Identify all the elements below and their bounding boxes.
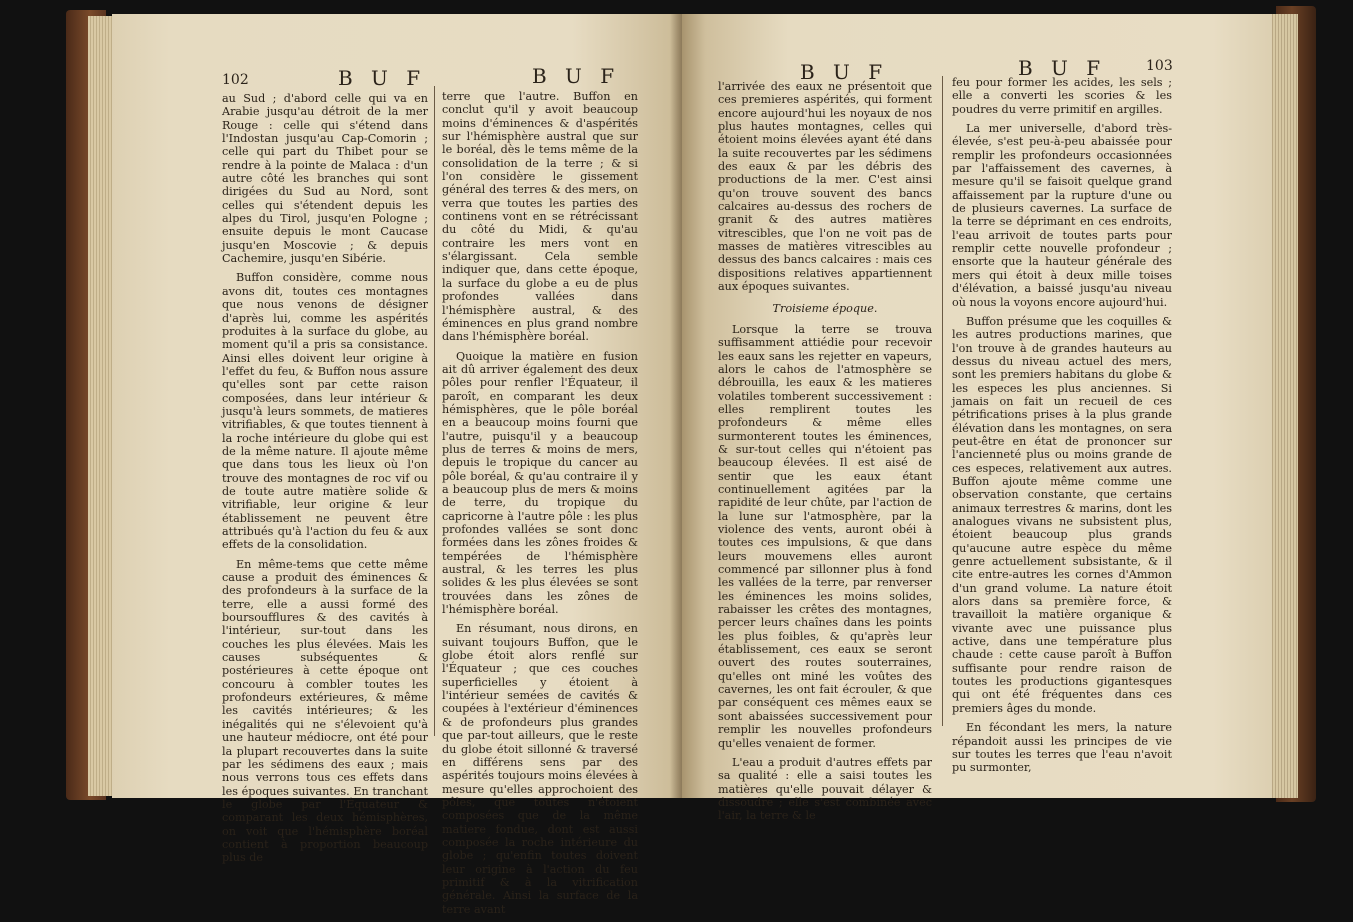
column-rule (434, 86, 435, 736)
paragraph: En même-tems que cette même cause a produit des éminences & des profondeurs à la surface de la terre, elle a aussi formé des boursoufflures & des cavités à l'intérieur, sur-tout dans les couches les plus élevées. Mais les causes subséquentes & postérieures à cette époque ont concouru à combler toutes les profondeurs extérieures, & même les cavités intérieures; & les inégalités qui ne s'élevoient qu'à une hauteur médiocre, ont été pour la plupart recouvertes dans la suite par les sédimens des eaux ; mais nous verrons tous ces effets dans les époques suivantes. En tranchant le globe par l'Équateur & comparant les deux hémisphères, on voit que l'hémisphère boréal contient à proportion beaucoup plus de (222, 557, 428, 865)
paragraph: au Sud ; d'abord celle qui va en Arabie jusqu'au détroit de la mer Rouge : celle qui s'étend dans l'Indostan jusqu'au Cap-Comorin ; celle qui part du Thibet pour se rendre à la pointe de Malaca : d'un autre côté les branches qui sont dirigées du Sud au Nord, sont celles qui s'étendent depuis les alpes du Tirol, jusqu'en Pologne ; ensuite depuis le mont Caucase jusqu'en Moscovie ; & depuis Cachemire, jusqu'en Sibérie. (222, 92, 428, 266)
section-heading: Troisieme époque. (772, 301, 878, 315)
paragraph: En fécondant les mers, la nature répandoit aussi les principes de vie sur toutes les terres que l'eau n'avoit pu surmonter, (952, 721, 1172, 775)
paragraph: Quoique la matière en fusion ait dû arriver également des deux pôles pour renfler l'Équateur, il paroît, en comparant les deux hémisphères, que le pôle boréal en a beaucoup moins fourni que l'autre, puisqu'il y a beaucoup plus de terres & moins de mers, depuis le tropique du cancer au pôle boréal, & qu'au contraire il y a beaucoup plus de mers & moins de terre, du tropique du capricorne à l'autre pôle : les plus profondes vallées se sont donc formées dans les zônes froides & tempérées de l'hémisphère austral, & les terres les plus solides & les plus élevées se sont trouvées dans les zônes de l'hémisphère boréal. (442, 349, 638, 617)
paragraph: feu pour former les acides, les sels ; elle a converti les scories & les poudres du verre primitif en argilles. (952, 76, 1172, 116)
paragraph: Buffon considère, comme nous avons dit, toutes ces montagnes que nous venons de désigner d'après lui, comme les aspérités produites à la surface du globe, au moment qu'il a pris sa consistance. Ainsi elles doivent leur origine à l'effet du feu, & Buffon nous assure qu'elles sont par cette raison composées, dans leur intérieur & jusqu'à leurs sommets, de matieres vitrifiables, & que toutes tiennent à la roche intérieure du globe qui est de la même nature. Il ajoute même que dans tous les lieux où l'on trouve des montagnes de roc vif ou de toute autre matière solide & vitrifiable, leur origine & leur établissement ne peuvent être attribués qu'à l'action du feu & aux effets de la consolidation. (222, 271, 428, 552)
right-page (682, 14, 1272, 823)
right-page-column-2 (952, 76, 1172, 781)
left-page-number: 102 (222, 72, 249, 88)
paragraph: En résumant, nous dirons, en suivant toujours Buffon, que le globe étoit alors renflé sur l'Équateur ; que ces couches superficielles y étoient à l'intérieur semées de cavités & coupées à l'extérieur d'éminences & de profondeurs plus grandes que par-tout ailleurs, que le reste du globe étoit sillonné & traversé en différens sens par des aspérités toujours moins élevées à mesure qu'elles approchoient des pôles, que toutes n'étoient composées que de la même matiere fondue, dont est aussi composée la roche intérieure du globe ; qu'enfin toutes doivent leur origine à l'action du feu primitif & à la vitrification générale. Ainsi la surface de la terre avant (442, 622, 638, 916)
left-running-head-1: B U F (338, 66, 427, 90)
right-running-head-1: B U F (800, 60, 889, 84)
right-page-number: 103 (1146, 58, 1173, 74)
right-running-head-2: B U F (1018, 56, 1107, 80)
left-page (112, 14, 687, 916)
open-book (66, 6, 1316, 916)
left-page-column-1 (222, 92, 428, 871)
paragraph: L'eau a produit d'autres effets par sa qualité : elle a saisi toutes les matières qu'elle pouvait délayer & dissoudre ; elle s'est combinée avec l'air, la terre & le (718, 755, 932, 823)
left-running-head-2: B U F (532, 64, 621, 88)
paragraph: Lorsque la terre se trouva suffisamment attiédie pour recevoir les eaux sans les rejetter en vapeurs, alors le cahos de l'atmosphère se débrouilla, les eaux & les matieres volatiles tomberent successivement : elles remplirent toutes les profondeurs & même elles surmonterent toutes les éminences, & sur-tout celles qui n'étoient pas beaucoup élevées. Il est aisé de sentir que les eaux étant continuellement agitées par la rapidité de leur chûte, par l'action de la lune sur l'atmosphère, par la violence des vents, auront obéi à toutes ces impulsions, & que dans leurs mouvemens elles auront commencé par sillonner plus à fond les vallées de la terre, par renverser les éminences les moins solides, rabaisser les crêtes des montagnes, percer leurs chaînes dans les points les plus foibles, & qu'après leur établissement, ces eaux se seront ouvert des routes souterraines, qu'elles ont miné les voûtes des cavernes, les ont fait écrouler, & que par conséquent ces mêmes eaux se sont abaissées successivement pour remplir les nouvelles profondeurs qu'elles venaient de former. (718, 322, 932, 750)
paragraph: l'arrivée des eaux ne présentoit que ces premieres aspérités, qui forment encore aujourd'hui les noyaux de nos plus hautes montagnes, celles qui étoient moins élevées ayant été dans la suite recouvertes par les sédimens des eaux & par les débris des productions de la mer. C'est ainsi qu'on trouve souvent des bancs calcaires au-dessus des rochers de granit & des autres matières vitrescibles, que l'on ne voit pas de masses de matières vitrescibles au dessus des bancs calcaires : mais ces dispositions relatives appartiennent aux époques suivantes. (718, 80, 932, 294)
paragraph: Buffon présume que les coquilles & les autres productions marines, que l'on trouve à de grandes hauteurs au dessus du niveau actuel des mers, sont les premiers habitans du globe & les especes les plus anciennes. Si jamais on fait un recueil de ces pétrifications prises à la plus grande élévation dans les montagnes, on sera peut-être en état de prononcer sur l'ancienneté plus ou moins grande de ces especes, relativement aux autres. Buffon ajoute même comme une observation constante, que certains animaux terrestres & marins, dont les analogues vivans ne subsistent plus, étoient beaucoup plus grands qu'aucune autre espèce du même genre actuellement subsistante, & il cite entre-autres les cornes d'Ammon d'un grand volume. La nature étoit alors dans sa première force, & travailloit la matière organique & vivante avec une puissance plus active, dans une température plus chaude : cette cause paroît à Buffon suffisante pour rendre raison de toutes les productions gigantesques qui ont été fréquentes dans ces premiers âges du monde. (952, 314, 1172, 715)
paragraph: La mer universelle, d'abord très-élevée, s'est peu-à-peu abaissée pour remplir les profondeurs occasionnées par l'affaissement des cavernes, à mesure qu'il se faisoit quelque grand affaissement par la rupture d'une ou de plusieurs cavernes. La surface de la terre se déprimant en ces endroits, l'eau arrivoit de toutes parts pour remplir cette nouvelle profondeur ; ensorte que la hauteur générale des mers qui étoit à deux mille toises d'élévation, a baissé jusqu'au niveau où nous la voyons encore aujourd'hui. (952, 122, 1172, 309)
paragraph: terre que l'autre. Buffon en conclut qu'il y avoit beaucoup moins d'éminences & d'aspérités sur l'hémisphère austral que sur le boréal, dès le tems même de la consolidation de la terre ; & si l'on considère le gissement général des terres & des mers, on verra que toutes les parties des continens vont en se rétrécissant du côté du Midi, & qu'au contraire les mers vont en s'élargissant. Cela semble indiquer que, dans cette époque, la surface du globe a eu de plus profondes vallées dans l'hémisphère austral, & des éminences en plus grand nombre dans l'hémisphère boréal. (442, 90, 638, 344)
left-page-column-2 (442, 90, 638, 922)
column-rule (942, 76, 943, 726)
right-page-column-1 (718, 80, 932, 829)
